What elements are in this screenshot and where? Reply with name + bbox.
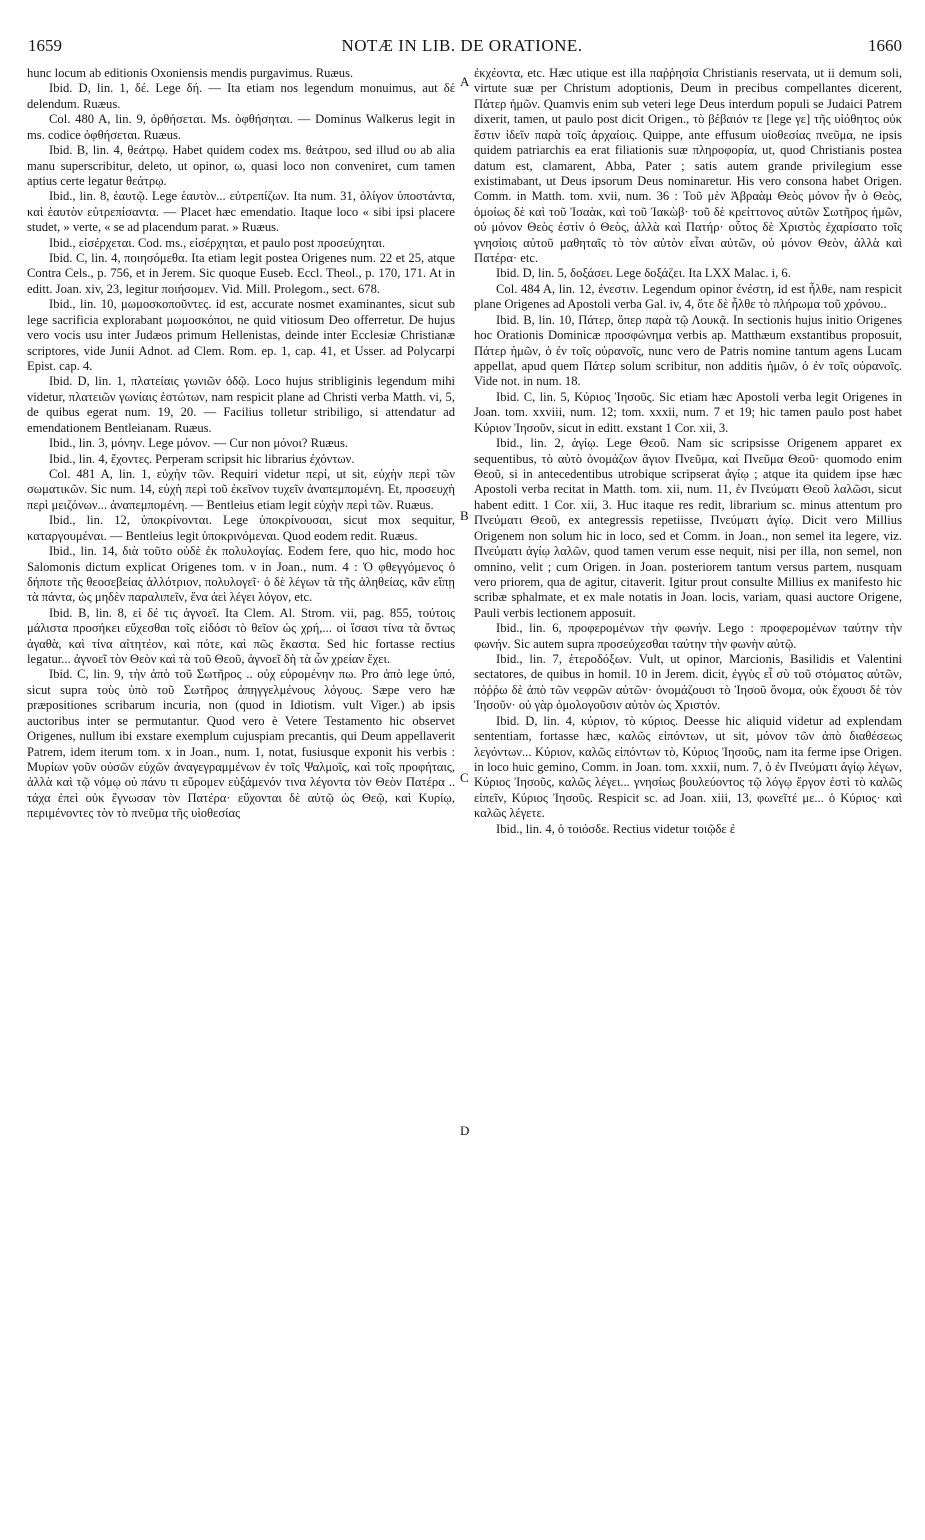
note-paragraph: Ibid. B, lin. 4, θεάτρῳ. Habet quidem codex ms. θεάτρου, sed illud ου ab alia manu superscribitur, deleto, ut opinor, ω, quasi loco non conveniret, cum tamen aptius certe legatur θεάτρῳ. xyxy=(27,143,455,188)
running-title: NOTÆ IN LIB. DE ORATIONE. xyxy=(341,36,583,55)
note-paragraph: Ibid., lin. 14, διὰ τοῦτο οὐδὲ ἐκ πολυλογίας. Eodem fere, quo hic, modo hoc Salomonis dictum explicat Origenes tom. v in Joan., num. 4 : Ὁ φθεγγόμενος ὁ δήποτε τῆς θεοσεβείας ἀλλότριον, πολυλογεῖ· ὁ δὲ λέγων τὰ τῆς ἀληθείας, κἂν εἴπῃ τὰ πάντα, ὡς μηδὲν παραλιπεῖν, ἕνα ἀεὶ λέγει λόγον, etc. xyxy=(27,544,455,605)
note-paragraph: Ibid. C, lin. 5, Κύριος Ἰησοῦς. Sic etiam hæc Apostoli verba legit Origenes in Joan. tom. xxviii, num. 12; tom. xxxii, num. 7 et 19; hic tamen paulo post habet Κύριον Ἰησοῦν, sicut in editt. exstant 1 Cor. xii, 3. xyxy=(474,389,902,435)
section-marker-a: A xyxy=(460,74,470,89)
section-marker-d: D xyxy=(460,1123,470,1138)
note-paragraph: Ibid., lin. 10, μωμοσκοποῦντες. id est, accurate nosmet examinantes, sicut sub lege sacrificia explorabant μωμοσκόποι, ne quid vitiosum Deo offerretur. De hujus vero vocis usu inter Judæos primum Hellenistas, deinde inter Ecclesiæ Christianæ scriptores, vide Junii Adnot. ad Clem. Rom. ep. 1, cap. 41, et Usser. ad Polycarpi Epist. cap. 4. xyxy=(27,297,455,374)
section-marker-c: C xyxy=(460,770,469,785)
note-paragraph: Ibid., lin. 7, ἑτεροδόξων. Vult, ut opinor, Marcionis, Basilidis et Valentini sectatores, de quibus in homil. 10 in Jerem. dicit, ἐγγὺς εἶ σὺ τοῦ στόματος αὐτῶν, πόῤῥω δὲ ἀπὸ τῶν νεφρῶν αὐτῶν· ὀνομάζουσι τὸ Ἰησοῦ ὄνομα, οὐκ ἔχουσι δὲ τὸν Ἰησοῦν· οὐ γὰρ ὁμολογοῦσιν αὐτὸν ὡς Χριστόν. xyxy=(474,652,902,713)
note-paragraph: Ibid., lin. 12, ὑποκρίνονται. Lege ὑποκρίνουσαι, sicut mox sequitur, καταργουμέναι. — Bentleius legit ὑποκρινόμεναι. Quod eodem redit. Ruæus. xyxy=(27,513,455,543)
note-paragraph: Ibid., lin. 4, ἔχοντες. Perperam scripsit hic librarius ἐχόντων. xyxy=(49,451,355,466)
note-paragraph: Ibid. C, lin. 4, ποιησόμεθα. Ita etiam legit postea Origenes num. 22 et 25, atque Contra Cels., p. 756, et in Jerem. Sic quoque Euseb. Eccl. Theol., p. 170, 171. At in editt. Joan. xiv, 23, legitur ποιήσομεν. Vid. Mill. Prolegom., sect. 678. xyxy=(27,251,455,296)
note-paragraph: Ibid., lin. 3, μόνην. Lege μόνον. — Cur non μόνοι? Ruæus. xyxy=(49,436,349,451)
page-number-right: 1660 xyxy=(868,36,902,55)
note-paragraph: Ibid. D, lin. 5, δοξάσει. Lege δοξάζει. Ita LXX Malac. i, 6. xyxy=(496,266,791,281)
note-paragraph: Ibid., lin. 4, ὁ τοιόσδε. Rectius videtur τοιῷδε ἐ xyxy=(496,821,736,836)
note-paragraph: Col. 481 A, lin. 1, εὐχὴν τῶν. Requiri videtur περί, ut sit, εὐχὴν περὶ τῶν σωματικῶν. Sic num. 14, εὐχὴ περὶ τοῦ ἐκεῖνον τυχεῖν ἀναπεμπομένη. Et, προσευχὴ περὶ μειζόνων... ἀναπεμπομένη. — Bentleius etiam legit εὐχὴν περὶ τῶν. Ruæus. xyxy=(27,466,455,512)
note-paragraph: Ibid. D, lin. 1, δέ. Lege δή. — Ita etiam nos legendum monuimus, aut δέ delendum. Ruæus. xyxy=(27,81,455,111)
note-paragraph: Ibid. D, lin. 1, πλατείαις γωνιῶν ὁδῷ. Loco hujus stribliginis legendum mihi videtur, πλατειῶν γωνίαις ἑστώτων, nam respicit plane ad Christi verba Matth. vi, 5, de quibus egerat num. 19, 20. — Facilius tolletur stribiligo, si attendatur ad emendationem Bentleianam. Ruæus. xyxy=(27,374,455,435)
note-paragraph: Ibid. B, lin. 8, εἰ δέ τις ἀγνοεῖ. Ita Clem. Al. Strom. vii, pag. 855, τούτοις μάλιστα προσήκει εὔχεσθαι τοῖς εἰδόσι τὸ θεῖον ὡς χρή,... οἱ ἴσασι τίνα τὰ ὄντως ἀγαθὰ, καὶ τίνα αἰτητέον, καὶ πότε, καὶ πῶς ἕκαστα. Sed hic fortasse rectius legatur... ἀγνοεῖ τὸν Θεὸν καὶ τὰ τοῦ Θεοῦ, ἀγνοεῖ δὴ τὰ ὧν χρείαν ἔχει. xyxy=(27,605,455,667)
page-number-left: 1659 xyxy=(28,36,62,55)
section-marker-b: B xyxy=(460,508,469,523)
note-paragraph: Ibid. B, lin. 10, Πάτερ, ὅπερ παρὰ τῷ Λουκᾷ. In sectionis hujus initio Origenes hoc Orationis Dominicæ προσφώνημα verbis ap. Matthæum exstantibus proposuit, Πάτερ ἡμῶν, ὁ ἐν τοῖς οὐρανοῖς, nunc vero de Patris nomine tantum agens Lucam appellat, apud quem Πάτερ solum scribitur, non additis ἡμῶν, ὁ ἐν τοῖς οὐρανοῖς. Vide not. in num. 18. xyxy=(474,312,902,389)
note-paragraph: Col. 484 A, lin. 12, ἐνεστιν. Legendum opinor ἐνέστη, id est ἦλθε, nam respicit plane Origenes ad Apostoli verba Gal. iv, 4, ὅτε δὲ ἦλθε τὸ πλήρωμα τοῦ χρόνου.. xyxy=(474,281,902,312)
page-header xyxy=(22,36,902,58)
note-paragraph: Ibid. D, lin. 4, κύριον, τὸ κύριος. Deesse hic aliquid videtur ad explendam sententiam, fortasse hæc, καλῶς εἰπόντων, ut sit, μόνον τῶν ἀπὸ διαθέσεως λεγόντων... Κύριον, καλῶς εἰπόντων τὸ, Κύριος Ἰησοῦς, nam ita ferme ipse Origen. in loco huic gemino, Comm. in Joan. tom. xxxii, num. 7, ὁ ἐν Πνεύματι ἁγίῳ λέγων, Κύριος Ἰησοῦς, καλῶς λέγει... γνησίως βουλεύοντος τῷ λόγῳ ἔργον ἐστὶ τὸ καλῶς εἰπεῖν, Κύριος Ἰησοῦς. Respicit sc. ad Joan. xiii, 13, φωνεῖτέ με... ὁ Κύριος· καὶ καλῶς λέγετε. xyxy=(474,713,902,821)
note-paragraph: Col. 480 A, lin. 9, ὀρθήσεται. Ms. ὀφθήσηται. — Dominus Walkerus legit in ms. codice ὀφθήσεται. Ruæus. xyxy=(27,112,455,142)
note-paragraph: ἐκχέοντα, etc. Hæc utique est illa παῤῥησία Christianis reservata, ut ii demum soli, virtute suæ per Christum adoptionis, Deum in precibus compellantes dicerent, Πάτερ ἡμῶν. Quamvis enim sub veteri lege Deus interdum populi se Judaici Patrem dixerit, tamen, ut paulo post dicit Origen., τὸ βέβαιόν τε [lege γε] τῆς υἱόθητος οὐκ ἔστιν ἰδεῖν παρὰ τοῖς ἀρχαίοις. Quippe, ante effusum υἱοθεσίας πνεῦμα, ne ipsis quidem patriarchis ea erat filiationis suæ πληροφορία, ut, quod Christianis postea datum est, clamarent, Abba, Pater ; satis autem grande privilegium esse existimabant, ut Deus ipsorum Deus nominaretur. His vero consona habet Origen. Comm. in Matth. tom. xvii, num. 36 : Τοῦ μὲν Ἀβραὰμ Θεὸς μόνον ἦν ὁ Θεὸς, ὁμοίως δὲ καὶ τοῦ Ἰσαὰκ, καὶ τοῦ Ἰακὼβ· τοῦ δὲ κρείττονος αὐτῶν Σωτῆρος ἡμῶν, οὐ μόνον Θεὸς ἐστὶν ὁ Θεὸς, ἀλλὰ καὶ Πατήρ· οὗτος δὲ Χριστὸς ἐχαρίσατο τοῖς γνησίοις αὐτοῦ μαθηταῖς τὸ τὸν αὐτὸν εἶναι αὐτῶν, οὐ μόνον Θεὸν, ἀλλὰ καὶ Πατέρα· etc. xyxy=(474,66,902,266)
note-paragraph: Ibid., lin. 2, ἁγίῳ. Lege Θεοῦ. Nam sic scripsisse Origenem apparet ex sequentibus, τὸ αὐτὸ ὀνομάζων ἅγιον Πνεῦμα, καὶ Πνεῦμα Θεοῦ· quomodo enim Θεοῦ, si in antecedentibus utrobique scripserat ἁγίῳ ; atque ita quidem ipse hæc Apostoli verba recitat in Matth. tom. xii, num. 11, ἐν Πνεύματι Θεοῦ λαλῶσι, sicut habent editt. 1 Cor. xii, 3. Huc itaque res redit, librarium sc. minus attentum pro Πνεύματι Θεοῦ, ex antegressis repetiisse, Πνεύματι ἁγίῳ. Dicit vero Millius Origenem non solum hic in loco, sed et Comm. in Joan., non semel ita legere, viz. Πνεύματι ἁγίῳ λαλῶν, quod tamen verum esse nequit, nisi per illa, non semel, non omnino, velit ; cum Origen. in Joan. posteriorem tantum versus partem, nusquam vero priorem, qua de agitur, citaverit. Igitur prout consulte Millius ex manifesto hic scribæ sphalmate, et ex male notatis in Joan. locis, variam, quasi auctore Origene, Pauli verbis lectionem apposuit. xyxy=(474,436,902,620)
note-paragraph: Ibid., lin. 6, προφερομένων τὴν φωνήν. Lego : προφερομένων ταύτην τὴν φωνήν. Sic autem supra προσεύχεσθαι ταύτην τὴν φωνὴν αὐτῷ. xyxy=(474,621,902,651)
note-paragraph: Ibid., lin. 8, ἑαυτῷ. Lege ἑαυτὸν... εὐτρεπίζων. Ita num. 31, ὀλίγον ὑποστάντα, καὶ ἑαυτὸν εὐτρεπίσαντα. — Placet hæc emendatio. Itaque loco « sibi ipsi placere studet, » verte, « se ad placendum parat. » Ruæus. xyxy=(27,189,455,235)
note-paragraph: hunc locum ab editionis Oxoniensis mendis purgavimus. Ruæus. xyxy=(27,66,354,80)
left-column xyxy=(27,66,455,822)
right-column xyxy=(474,66,902,837)
note-paragraph: Ibid. C, lin. 9, τὴν ἀπὸ τοῦ Σωτῆρος .. οὐχ εὑρομένην πω. Pro ἀπὸ lege ὑπό, sicut supra τοὺς ὑπὸ τοῦ Σωτῆρος ἀπηγγελμένους λόγους. Sæpe vero hæ præpositiones scribarum incuria, non (quod in Idiotism. vult Viger.) ab ipsis auctoribus inter se permutantur. Quod vero è Vetere Testamento hic observet Origenes, nullum ibi exstare exemplum cujuspiam precantis, qui Deum appellaverit Patrem, idem iterum tom. x in Joan., num. 1, notat, fusiusque exponit his verbis : Μυρίων γοῦν οὐσῶν εὐχῶν ἀναγεγραμμένων ἐν τοῖς Ψαλμοῖς, καὶ τοῖς προφήταις, ἀλλὰ καὶ τῷ νόμῳ οὐ πάνυ τι εὕρομεν εὐξάμενόν τινα λέγοντα τὸν Θεὸν Πατέρα .. τάχα ἐπεὶ οὐκ ἔγνωσαν τὸν Πατέρα· εὔχονται δὲ αὐτῷ ὡς Θεῷ, καὶ Κυρίῳ, περιμένοντες τὸν τὸ πνεῦμα τῆς υἱοθεσίας xyxy=(27,667,455,821)
note-paragraph: Ibid., εἰσέρχεται. Cod. ms., εἰσέρχηται, et paulo post προσεύχηται. xyxy=(49,235,386,250)
